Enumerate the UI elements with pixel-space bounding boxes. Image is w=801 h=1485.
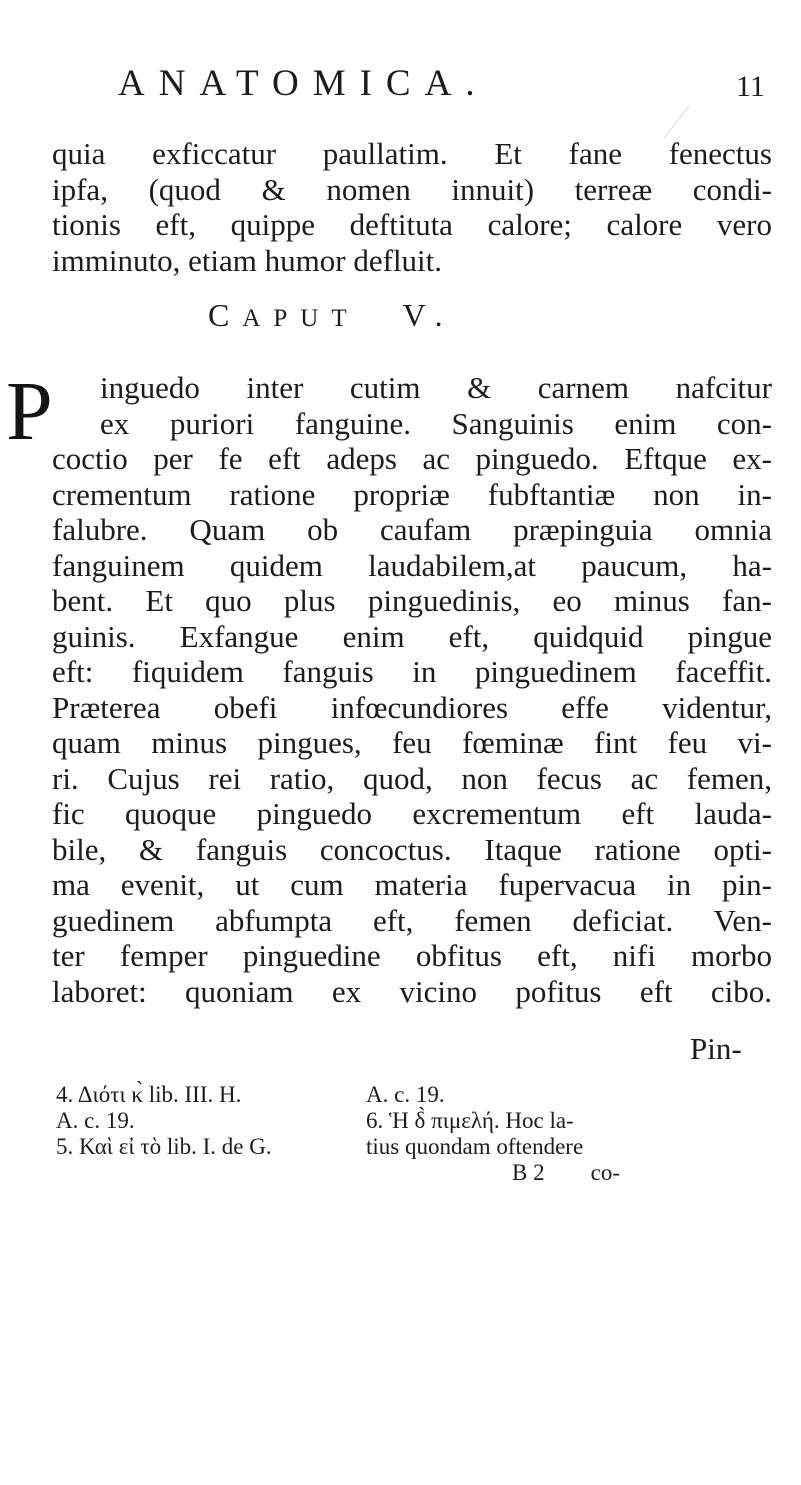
text-line: bile, & fanguis concoctus. Itaque ratione opti- [52, 831, 772, 867]
text-line: ma evenit, ut cum materia fupervacua in pin- [52, 867, 772, 902]
footnote-row [56, 1108, 776, 1134]
running-head: ANATOMICA. [118, 63, 489, 104]
opening-paragraph [52, 136, 772, 278]
text-line: fic quoque pinguedo excrementum eft lauda- [52, 796, 772, 831]
text-line: quia exficcatur paullatim. Et fane fenectus [52, 136, 772, 171]
page-number: 11 [736, 70, 765, 103]
footnote-row [56, 1082, 776, 1108]
signature-mark: B 2 co- [512, 1160, 620, 1185]
footnote-right: 6. Ἡ δ̀ πιμελή. Hoc la- [366, 1108, 574, 1133]
chapter-heading-initial: C [208, 297, 243, 333]
footnote-row [56, 1160, 776, 1186]
text-line: quam minus pingues, feu fœminæ fint feu vi- [52, 725, 772, 760]
text-line: crementum ratione propriæ fubftantiæ non in- [52, 476, 772, 512]
chapter-body [52, 370, 772, 1009]
text-line: ter femper pinguedine obfitus eft, nifi morbo [52, 938, 772, 973]
drop-cap: P [6, 365, 53, 458]
text-line: imminuto, etiam humor defluit. [52, 242, 443, 278]
footnote-left: A. c. 19. [56, 1108, 135, 1133]
text-line: falubre. Quam ob caufam præpinguia omnia [52, 512, 772, 547]
text-line: coctio per fe eft adeps ac pinguedo. Eftque ex- [52, 441, 772, 476]
text-line: inguedo inter cutim & carnem nafcitur [100, 370, 772, 405]
catchword: Pin- [690, 1031, 742, 1066]
text-line: eft: fiquidem fanguis in pinguedinem faceffit. [52, 654, 772, 689]
text-line: guinis. Exfangue enim eft, quidquid pingue [52, 618, 772, 654]
text-line: ri. Cujus rei ratio, quod, non fecus ac femen, [52, 760, 772, 796]
text-line: ex puriori fanguine. Sanguinis enim con- [100, 405, 772, 441]
text-line: bent. Et quo plus pinguedinis, eo minus fan- [52, 583, 772, 618]
chapter-heading-numeral: V. [402, 297, 456, 333]
text-line: tionis eft, quippe deftituta calore; calore vero [52, 207, 772, 242]
footnote-right: tius quondam oftendere [366, 1134, 584, 1159]
chapter-heading-word: APUT [242, 305, 360, 332]
footnotes [56, 1082, 776, 1186]
text-line: Præterea obefi infœcundiores effe videntur, [52, 689, 772, 725]
text-line: fanguinem quidem laudabilem,at paucum, ha- [52, 547, 772, 583]
footnote-row [56, 1134, 776, 1160]
text-line: ipfa, (quod & nomen innuit) terreæ condi- [52, 171, 772, 207]
footnote-right: A. c. 19. [366, 1082, 445, 1107]
footnote-left: 5. Καὶ εἰ τὸ lib. I. de G. [56, 1134, 272, 1159]
text-line: guedinem abfumpta eft, femen deficiat. Ven- [52, 902, 772, 938]
page-crease-mark [664, 106, 689, 138]
text-line: laboret: quoniam ex vicino pofitus eft cibo. [52, 973, 772, 1009]
chapter-heading [208, 297, 456, 337]
footnote-left: 4. Διότι κ̀ lib. III. H. [56, 1082, 242, 1107]
